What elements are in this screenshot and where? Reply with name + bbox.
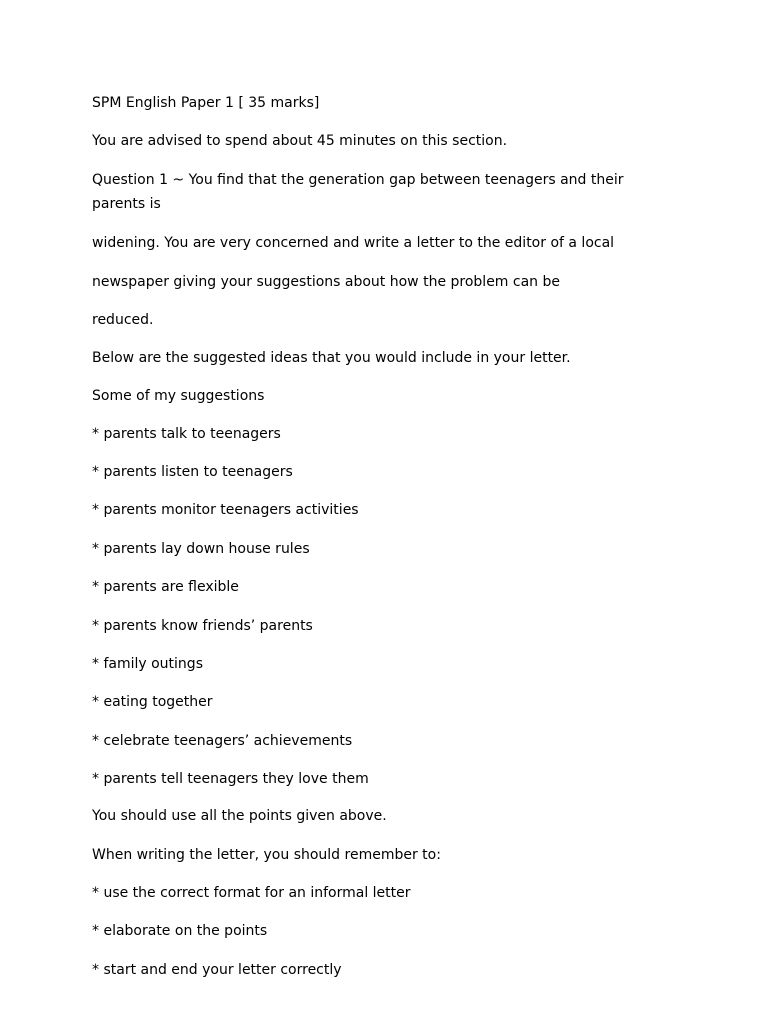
instruction-line: You are advised to spend about 45 minutes on this section. — [92, 133, 508, 149]
suggestion-item: * parents listen to teenagers — [92, 464, 293, 480]
suggestion-item: * parents monitor teenagers activities — [92, 502, 359, 518]
suggestion-item: * family outings — [92, 656, 203, 672]
question-text: Question 1 ~ You find that the generation gap between teenagers and their parents is — [92, 172, 624, 212]
reminder-item: * elaborate on the points — [92, 923, 268, 939]
suggestions-heading: Some of my suggestions — [92, 388, 265, 404]
suggestion-item: * eating together — [92, 694, 213, 710]
reminder-heading: When writing the letter, you should remember to: — [92, 847, 441, 863]
suggestion-item: * parents tell teenagers they love them — [92, 771, 369, 787]
usage-instruction: You should use all the points given above. — [92, 808, 387, 824]
suggestion-item: * parents are flexible — [92, 579, 239, 595]
question-text-continued: newspaper giving your suggestions about how the problem can be — [92, 274, 560, 290]
suggestion-item: * parents know friends’ parents — [92, 618, 313, 634]
document-heading: SPM English Paper 1 [ 35 marks] — [92, 95, 320, 111]
reminder-item: * start and end your letter correctly — [92, 962, 342, 978]
reminder-item: * use the correct format for an informal letter — [92, 885, 411, 901]
ideas-intro: Below are the suggested ideas that you would include in your letter. — [92, 350, 571, 366]
suggestion-item: * parents talk to teenagers — [92, 426, 281, 442]
question-text-continued: reduced. — [92, 312, 154, 328]
question-text-continued: widening. You are very concerned and write a letter to the editor of a local — [92, 235, 615, 251]
suggestion-item: * celebrate teenagers’ achievements — [92, 733, 353, 749]
suggestion-item: * parents lay down house rules — [92, 541, 310, 557]
